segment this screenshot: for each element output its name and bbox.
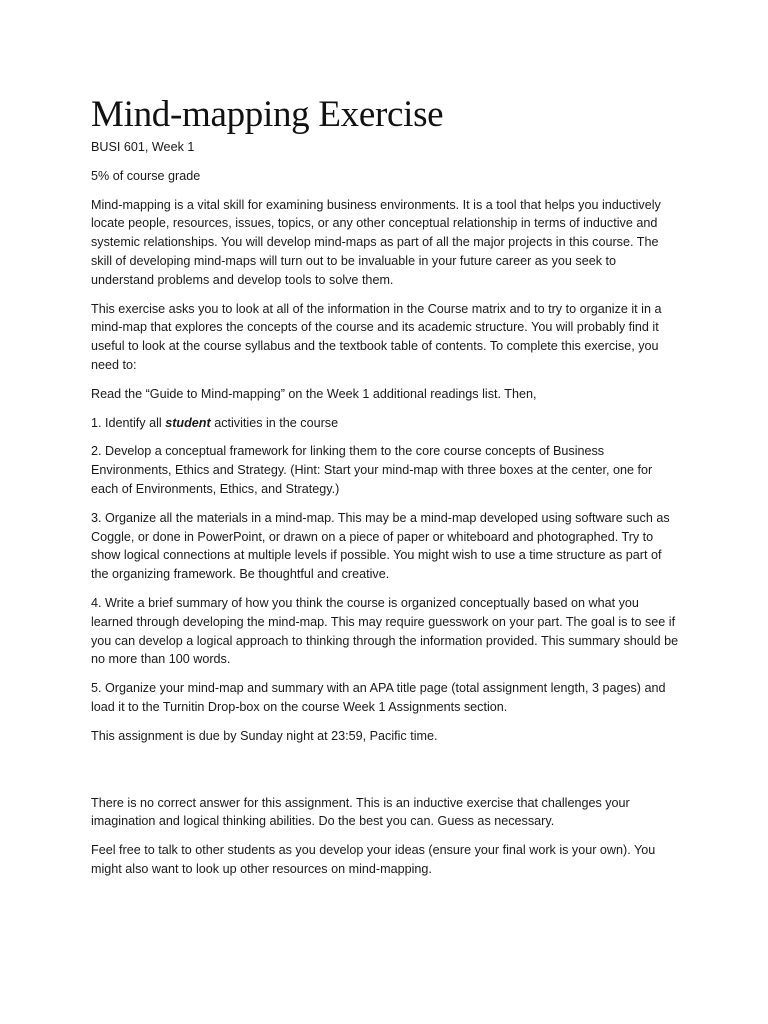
- intro-paragraph: Mind-mapping is a vital skill for examining business environments. It is a tool that helps you inductively locate people, resources, issues, topics, or any other conceptual relationship in terms of inductive and systemic relationships. You will develop mind-maps as part of all the major projects in this course. The skill of developing mind-maps will turn out to be invaluable in your future career as you seek to understand problems and develop tools to solve them.: [91, 197, 661, 287]
- course-label: BUSI 601, Week 1: [91, 140, 195, 154]
- step-1: [91, 414, 681, 433]
- step-1-prefix: 1. Identify all: [91, 415, 166, 430]
- collaboration-note: Feel free to talk to other students as you develop your ideas (ensure your final work is your own). You might also want to look up other resources on mind-mapping.: [91, 843, 656, 876]
- document-body: [91, 138, 681, 879]
- grade-weight: 5% of course grade: [91, 168, 201, 183]
- document-title: Mind-mapping Exercise: [91, 94, 444, 135]
- exercise-paragraph: This exercise asks you to look at all of the information in the Course matrix and to try to organize it in a mind-map that explores the concepts of the course and its academic structure. You will probably find it useful to look at the course syllabus and the textbook table of contents. To complete this exercise, you need to:: [91, 301, 662, 372]
- step-5: 5. Organize your mind-map and summary with an APA title page (total assignment length, 3 pages) and load it to the Turnitin Drop-box on the course Week 1 Assignments section.: [91, 681, 666, 714]
- step-1-suffix: activities in the course: [210, 415, 339, 430]
- spacer: [91, 756, 681, 794]
- read-instruction: Read the “Guide to Mind-mapping” on the Week 1 additional readings list. Then,: [91, 386, 537, 401]
- step-1-emphasis: student: [165, 415, 211, 430]
- document-page: [91, 92, 681, 889]
- due-date: This assignment is due by Sunday night at 23:59, Pacific time.: [91, 728, 438, 743]
- no-correct-answer: There is no correct answer for this assignment. This is an inductive exercise that challenges your imagination and logical thinking abilities. Do the best you can. Guess as necessary.: [91, 795, 630, 829]
- step-2: 2. Develop a conceptual framework for linking them to the core course concepts of Business Environments, Ethics and Strategy. (Hint: Start your mind-map with three boxes at the center, one for each of Environments, Ethics, and Strategy.): [91, 444, 653, 496]
- step-3: 3. Organize all the materials in a mind-map. This may be a mind-map developed using software such as Coggle, or done in PowerPoint, or drawn on a piece of paper or whiteboard and photographed. Try to show logical connections at multiple levels if possible. You might wish to use a time structure as part of the organizing framework. Be thoughtful and creative.: [91, 510, 670, 582]
- step-4: 4. Write a brief summary of how you think the course is organized conceptually based on what you learned through developing the mind-map. This may require guesswork on your part. The goal is to see if you can develop a logical approach to thinking through the information provided. This summary should be no more than 100 words.: [91, 595, 679, 667]
